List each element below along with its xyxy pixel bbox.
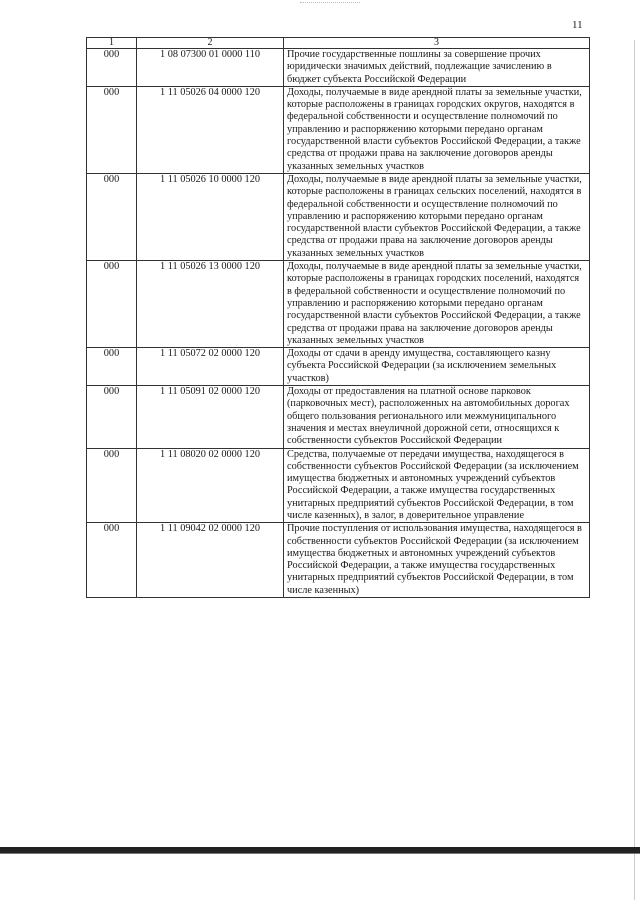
scan-edge-line (634, 40, 635, 900)
admin-code-cell: 000 (87, 386, 137, 448)
table-row (87, 86, 590, 173)
admin-code-cell: 000 (87, 348, 137, 386)
admin-code-cell: 000 (87, 49, 137, 87)
admin-code-cell: 000 (87, 261, 137, 348)
table-row (87, 386, 590, 448)
scan-bottom-line (0, 853, 640, 854)
scan-artifact-mark (300, 2, 360, 9)
revenue-code-cell: 1 11 05026 13 0000 120 (137, 261, 284, 348)
column-header-2: 2 (137, 38, 284, 49)
description-cell: Прочие государственные пошлины за совершение прочих юридически значимых действий, подлежащие зачислению в бюджет субъекта Российской Федерации (284, 49, 590, 87)
description-cell: Прочие поступления от использования имущества, находящегося в собственности субъектов Российской Федерации (за исключением имущества бюджетных и автономных учреждений субъектов Российской Федерации, а также имущества государственных унитарных предприятий субъектов Российской Федерации, в том числе казенных) (284, 523, 590, 598)
revenue-code-cell: 1 11 09042 02 0000 120 (137, 523, 284, 598)
description-cell: Доходы от сдачи в аренду имущества, составляющего казну субъекта Российской Федерации (за исключением земельных участков) (284, 348, 590, 386)
revenue-code-cell: 1 11 08020 02 0000 120 (137, 448, 284, 523)
revenue-code-cell: 1 11 05026 04 0000 120 (137, 86, 284, 173)
column-header-3: 3 (284, 38, 590, 49)
table-row (87, 448, 590, 523)
admin-code-cell: 000 (87, 173, 137, 260)
revenue-code-cell: 1 11 05026 10 0000 120 (137, 173, 284, 260)
revenue-code-cell: 1 08 07300 01 0000 110 (137, 49, 284, 87)
table-row (87, 523, 590, 598)
description-cell: Доходы, получаемые в виде арендной платы за земельные участки, которые расположены в границах сельских поселений, находятся в федеральной собственности и осуществление полномочий по управлению и распоряжению которыми передано органам государственной власти субъектов Российской Федерации, а также средства от продажи права на заключение договоров аренды указанных земельных участков (284, 173, 590, 260)
revenue-code-cell: 1 11 05091 02 0000 120 (137, 386, 284, 448)
table-row (87, 261, 590, 348)
table-row (87, 173, 590, 260)
column-header-1: 1 (87, 38, 137, 49)
description-cell: Доходы от предоставления на платной основе парковок (парковочных мест), расположенных на автомобильных дорогах общего пользования регионального или межмуниципального значения и местах внеуличной дорожной сети, относящихся к собственности субъектов Российской Федерации (284, 386, 590, 448)
revenue-codes-table (86, 37, 590, 598)
admin-code-cell: 000 (87, 448, 137, 523)
description-cell: Средства, получаемые от передачи имущества, находящегося в собственности субъектов Российской Федерации (за исключением имущества бюджетных и автономных учреждений субъектов Российской Федерации, а также имущества государственных унитарных предприятий субъектов Российской Федерации, в том числе казенных), в залог, в доверительное управление (284, 448, 590, 523)
page-number: 11 (572, 19, 583, 31)
admin-code-cell: 000 (87, 86, 137, 173)
table-row (87, 348, 590, 386)
admin-code-cell: 000 (87, 523, 137, 598)
table-header-row (87, 38, 590, 49)
table-row (87, 49, 590, 87)
revenue-code-cell: 1 11 05072 02 0000 120 (137, 348, 284, 386)
description-cell: Доходы, получаемые в виде арендной платы за земельные участки, которые расположены в границах городских поселений, находятся в федеральной собственности и осуществление полномочий по управлению и распоряжению которыми передано органам государственной власти субъектов Российской Федерации, а также средства от продажи права на заключение договоров аренды указанных земельных участков (284, 261, 590, 348)
description-cell: Доходы, получаемые в виде арендной платы за земельные участки, которые расположены в границах городских округов, находятся в федеральной собственности и осуществление полномочий по управлению и распоряжению которыми передано органам государственной власти субъектов Российской Федерации, а также средства от продажи права на заключение договоров аренды указанных земельных участков (284, 86, 590, 173)
